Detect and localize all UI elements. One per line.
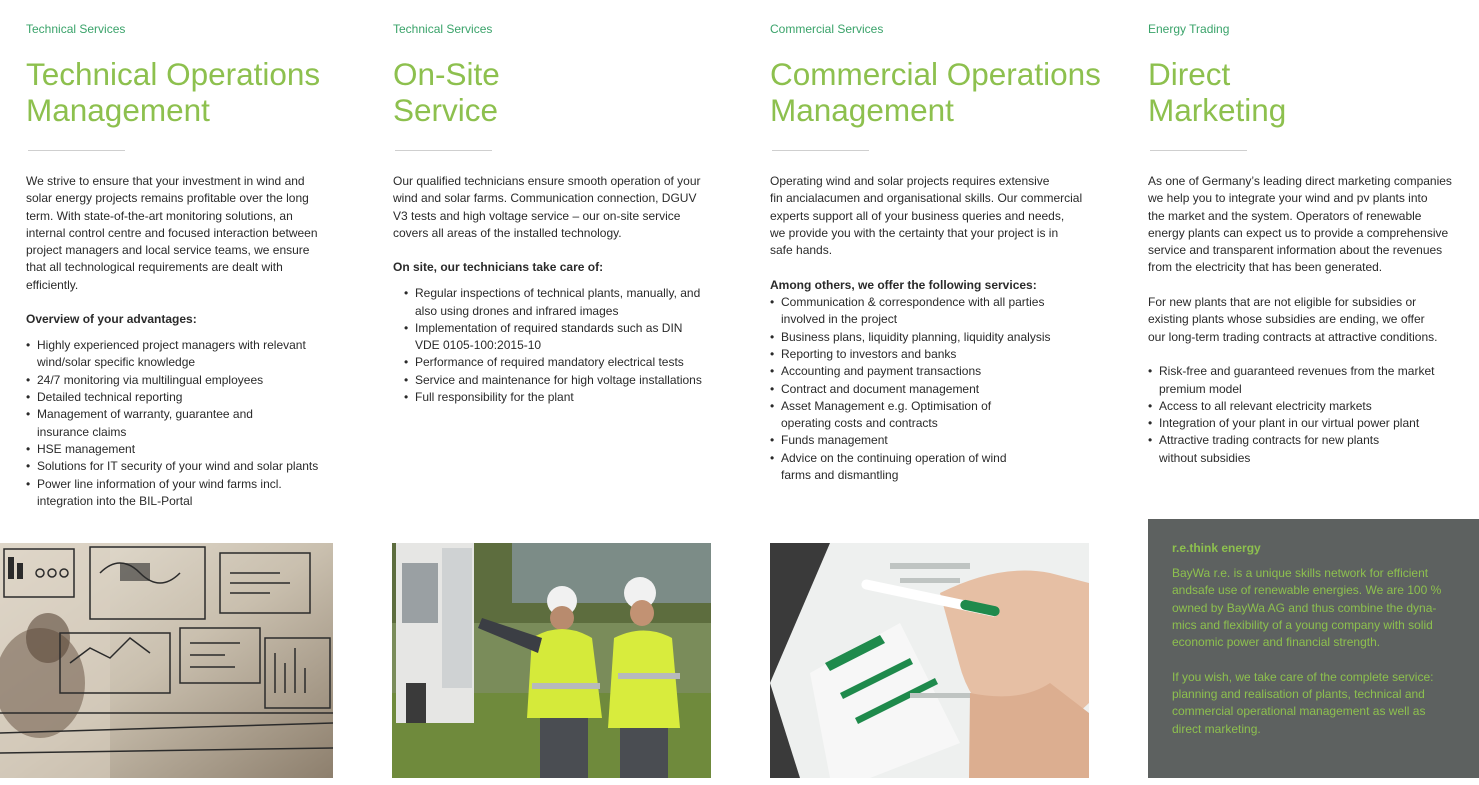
section-body <box>770 173 1090 484</box>
documents-illustration <box>770 543 1089 778</box>
advantages-list <box>26 337 336 510</box>
list-item: • Advice on the continuing operation of wind farms and dismantling <box>770 450 1090 485</box>
section-title: On-Site Service <box>393 56 500 128</box>
panel-heading: r.e.think energy <box>1172 541 1261 555</box>
section-title: Direct Marketing <box>1148 56 1287 128</box>
title-divider <box>395 150 492 151</box>
title-divider <box>772 150 869 151</box>
intro-paragraph: As one of Germany’s leading direct marketing companies we help you to integrate your wind and pv plants into the market and the system. Operators of renewable energy plants can expect us to provide a comprehensive service and transparent information about the revenues from the electricity that has been generated. <box>1148 174 1452 275</box>
services-list <box>393 285 723 406</box>
list-item: • Performance of required mandatory electrical tests <box>393 354 723 371</box>
intro-paragraph: We strive to ensure that your investment in wind and solar energy projects remains profitable over the long term. With state-of-the-art monitoring solutions, an internal control centre and focused interaction between project managers and local service teams, we ensure that all technological requirements are dealt with efficiently. <box>26 174 318 292</box>
list-item: • HSE management <box>26 441 336 458</box>
panel-paragraph: If you wish, we take care of the complete service: planning and realisation of plants, technical and commercial operational management as well as direct marketing. <box>1172 669 1434 736</box>
list-heading: On site, our technicians take care of: <box>393 260 604 275</box>
list-item: • Full responsibility for the plant <box>393 389 723 406</box>
list-item: • Power line information of your wind farms incl. integration into the BIL-Portal <box>26 476 336 511</box>
control-room-illustration <box>0 543 333 778</box>
list-item: • Detailed technical reporting <box>26 389 336 406</box>
rethink-energy-panel <box>1148 519 1479 778</box>
services-list <box>770 294 1090 484</box>
technicians-solar-inverter-photo <box>392 543 711 778</box>
list-item: • Solutions for IT security of your wind and solar plants <box>26 458 336 475</box>
title-divider <box>28 150 125 151</box>
title-divider <box>1150 150 1247 151</box>
list-item: • Accounting and payment transactions <box>770 363 1090 380</box>
list-item: • Contract and document management <box>770 381 1090 398</box>
list-item: • Regular inspections of technical plants, manually, and also using drones and infrared images <box>393 285 723 320</box>
list-item: • Highly experienced project managers with relevant wind/solar specific knowledge <box>26 337 336 372</box>
list-item: • Risk-free and guaranteed revenues from the market premium model <box>1148 363 1468 398</box>
category-label: Commercial Services <box>770 22 884 36</box>
list-item: • Funds management <box>770 432 1090 449</box>
list-heading: Overview of your advantages: <box>26 312 197 327</box>
intro-paragraph-2: For new plants that are not eligible for subsidies or existing plants whose subsidies are ending, we offer our long-term trading contracts at attractive conditions. <box>1148 295 1438 344</box>
control-room-photo <box>0 543 333 778</box>
list-item: • Implementation of required standards such as DIN VDE 0105-100:2015-10 <box>393 320 723 355</box>
list-item: • Reporting to investors and banks <box>770 346 1090 363</box>
list-item: • Integration of your plant in our virtual power plant <box>1148 415 1468 432</box>
list-item: • Communication & correspondence with all parties involved in the project <box>770 294 1090 329</box>
section-title: Technical Operations Management <box>26 56 321 128</box>
list-item: • Business plans, liquidity planning, liquidity analysis <box>770 329 1090 346</box>
list-item: • Service and maintenance for high voltage installations <box>393 372 723 389</box>
section-body <box>1148 173 1468 467</box>
panel-body <box>1172 565 1447 755</box>
documents-review-photo <box>770 543 1089 778</box>
panel-paragraph: BayWa r.e. is a unique skills network for efficient andsafe use of renewable energies. We are 100 % owned by BayWa AG and thus combine the dyna- mics and flexibility of a young company with solid economic power and financial strength. <box>1172 566 1442 650</box>
intro-paragraph: Operating wind and solar projects requires extensive fin ancialacumen and organisational skills. Our commercial experts support all of your business queries and needs, we provide you with the certainty that your project is in safe hands. <box>770 174 1083 258</box>
intro-paragraph: Our qualified technicians ensure smooth operation of your wind and solar farms. Communication connection, DGUV V3 tests and high voltage service – our on-site service covers all areas of the installed technology. <box>393 174 701 240</box>
list-item: • Attractive trading contracts for new plants without subsidies <box>1148 432 1468 467</box>
section-title: Commercial Operations Management <box>770 56 1101 128</box>
list-item: • Access to all relevant electricity markets <box>1148 398 1468 415</box>
technicians-illustration <box>392 543 711 778</box>
list-heading: Among others, we offer the following services: <box>770 277 1037 292</box>
list-item: • Asset Management e.g. Optimisation of operating costs and contracts <box>770 398 1090 433</box>
section-body <box>26 173 336 510</box>
category-label: Energy Trading <box>1148 22 1230 36</box>
list-item: • Management of warranty, guarantee and insurance claims <box>26 406 336 441</box>
section-body <box>393 173 723 406</box>
benefits-list <box>1148 363 1468 467</box>
category-label: Technical Services <box>393 22 493 36</box>
list-item: • 24/7 monitoring via multilingual employees <box>26 372 336 389</box>
category-label: Technical Services <box>26 22 126 36</box>
